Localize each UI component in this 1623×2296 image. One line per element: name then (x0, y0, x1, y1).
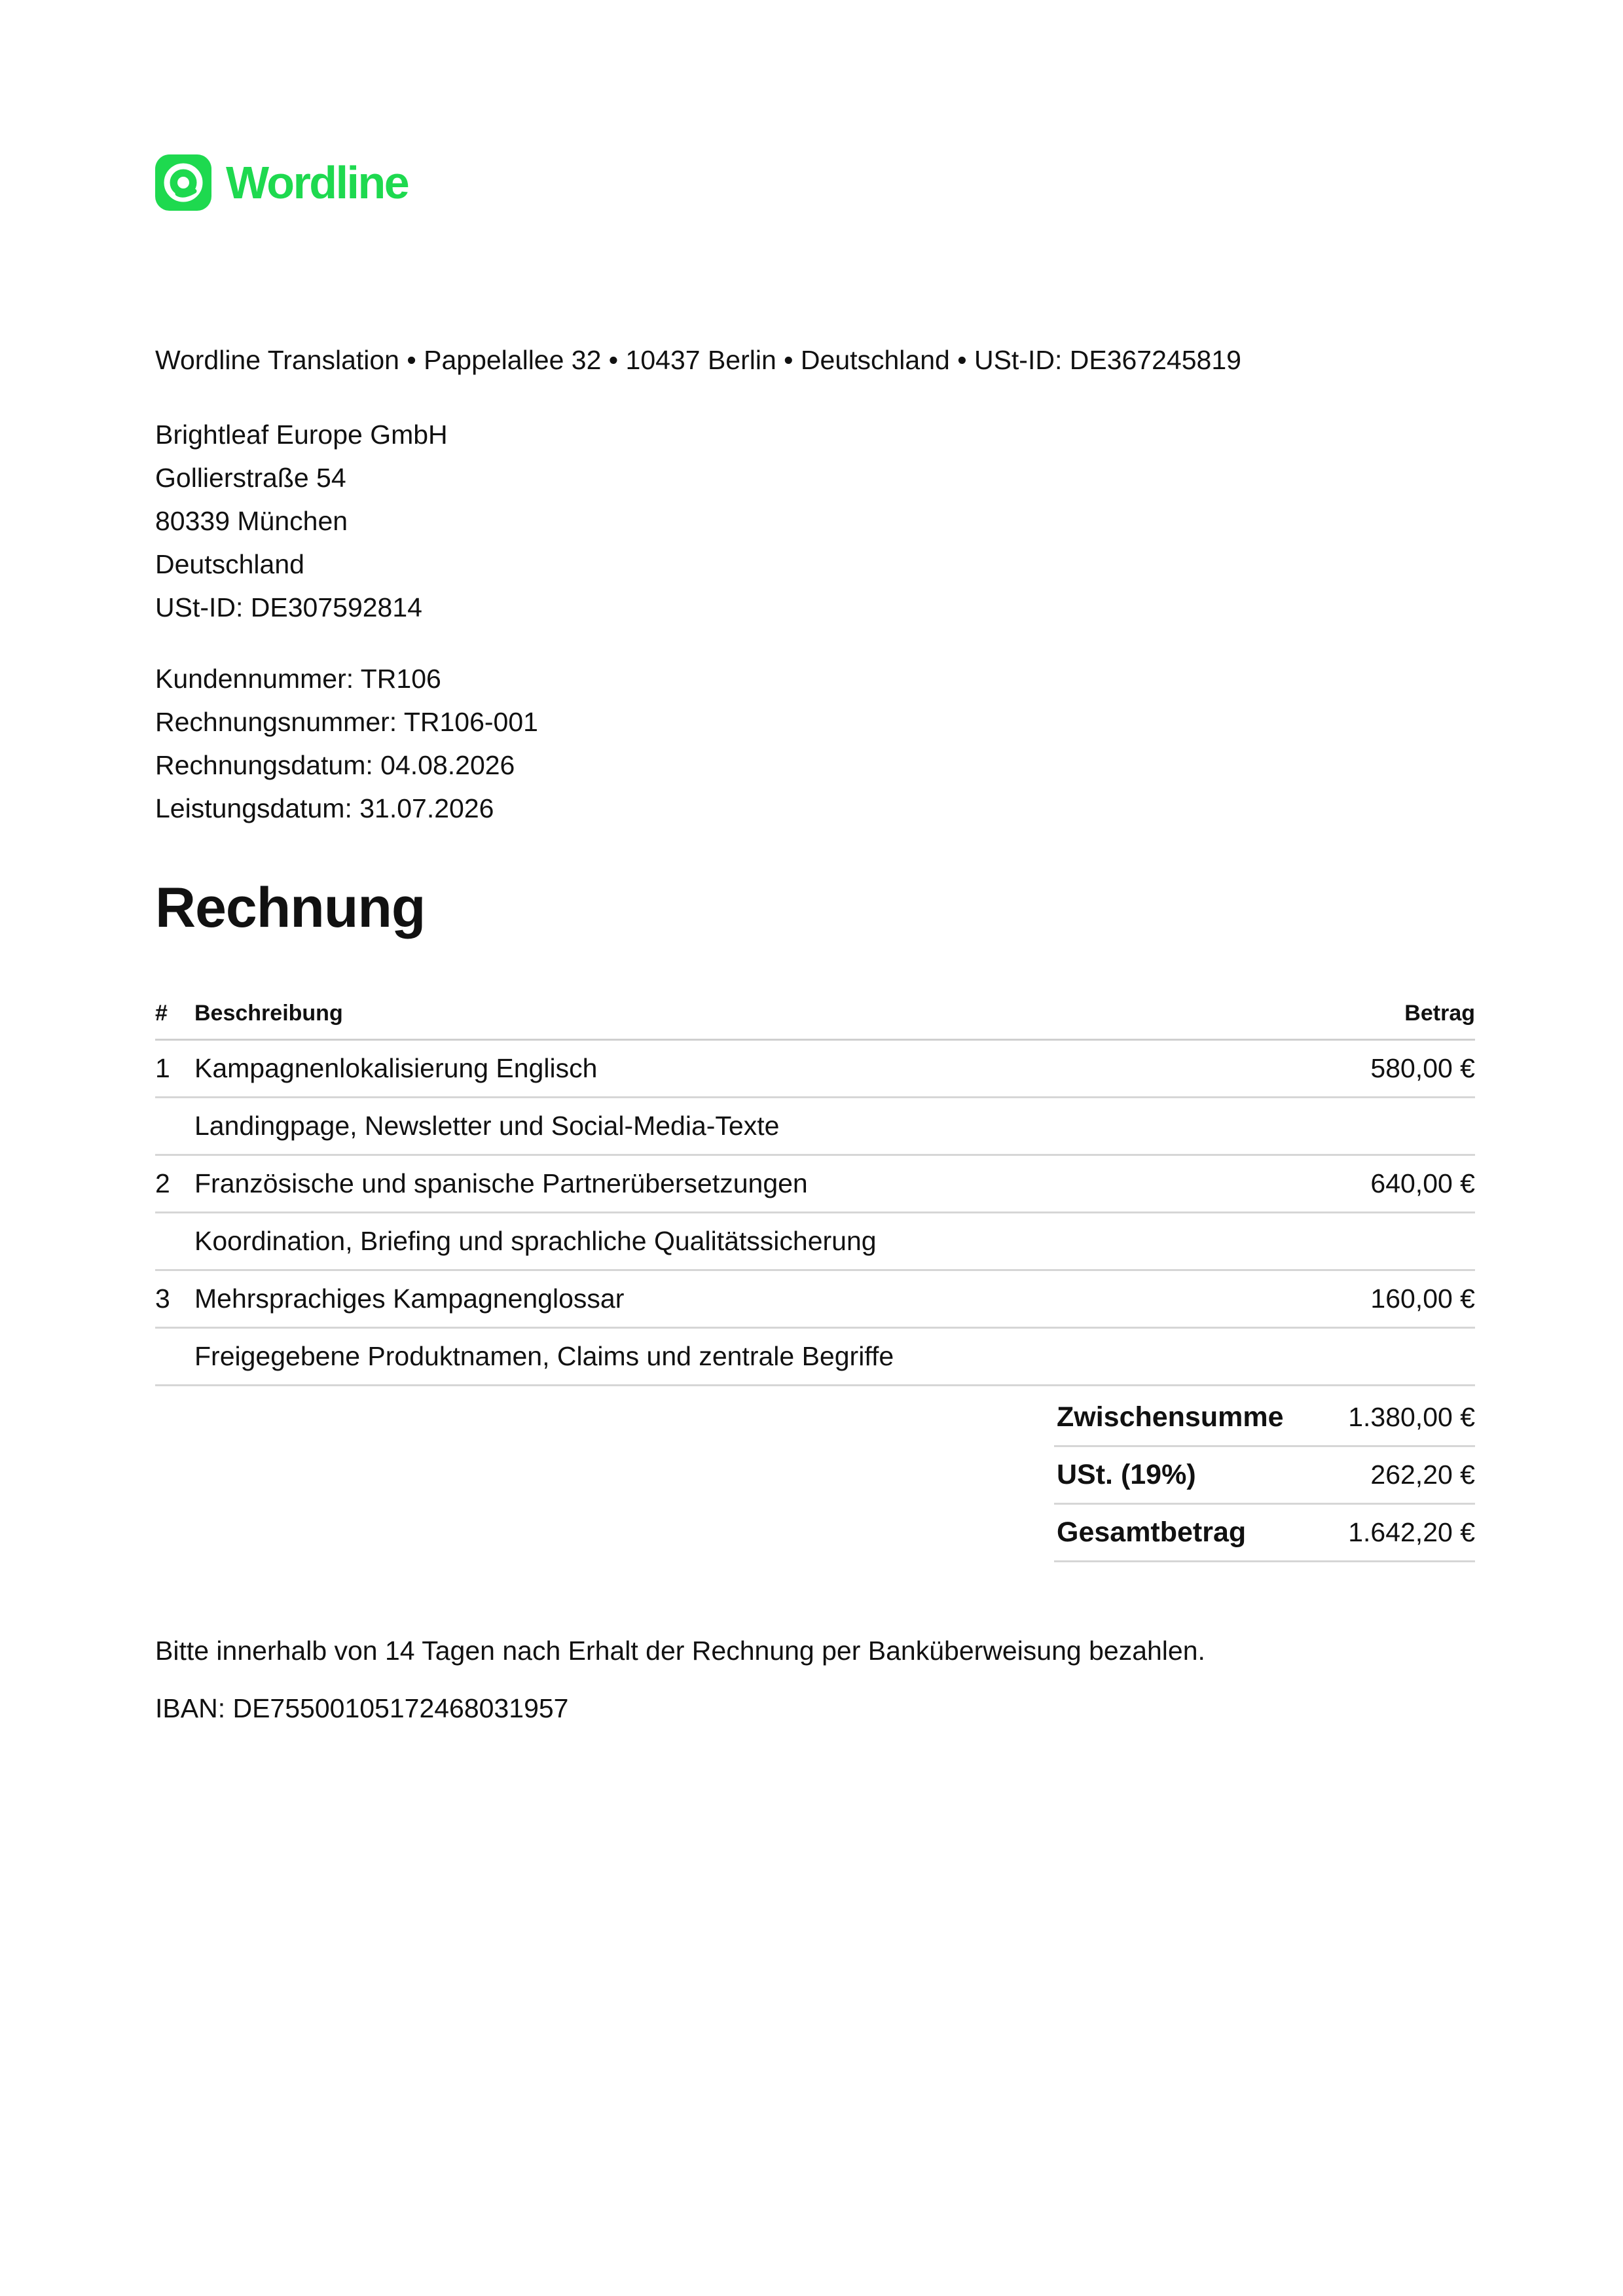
row-num: 2 (155, 1168, 170, 1198)
row-amount: 640,00 € (1370, 1168, 1475, 1198)
header-description: Beschreibung (194, 1001, 343, 1026)
table-row (155, 1098, 1475, 1156)
vat-value: 262,20 € (1370, 1460, 1475, 1490)
row-num: 1 (155, 1053, 170, 1083)
sender-address: Wordline Translation • Pappelallee 32 • 10437 Berlin • Deutschland • USt-ID: DE367245819 (155, 345, 1241, 375)
payment-terms: Bitte innerhalb von 14 Tagen nach Erhalt der Rechnung per Banküberweisung bezahlen. (155, 1636, 1205, 1666)
row-description: Landingpage, Newsletter und Social-Media-Texte (194, 1111, 780, 1141)
customer-number: Kundennummer: TR106 (155, 664, 441, 694)
table-row (155, 1213, 1475, 1271)
total-label: Gesamtbetrag (1057, 1516, 1247, 1548)
table-row (155, 1329, 1475, 1386)
wordline-logo-icon (155, 154, 211, 211)
recipient-address (155, 413, 448, 629)
invoice-number: Rechnungsnummer: TR106-001 (155, 707, 538, 737)
subtotal-value: 1.380,00 € (1348, 1402, 1475, 1432)
row-description: Kampagnenlokalisierung Englisch (194, 1053, 598, 1083)
invoice-date: Rechnungsdatum: 04.08.2026 (155, 750, 515, 780)
row-num: 3 (155, 1283, 170, 1314)
table-row (155, 1041, 1475, 1098)
row-description: Freigegebene Produktnamen, Claims und zentrale Begriffe (194, 1341, 894, 1371)
table-header (155, 988, 1475, 1041)
iban: IBAN: DE75500105172468031957 (155, 1693, 569, 1723)
service-date: Leistungsdatum: 31.07.2026 (155, 793, 494, 823)
totals-block (1054, 1390, 1475, 1562)
payment-notes (155, 1622, 1205, 1737)
total-row (1054, 1505, 1475, 1562)
header-amount: Betrag (1404, 1001, 1475, 1026)
recipient-street: Gollierstraße 54 (155, 463, 346, 493)
row-description: Mehrsprachiges Kampagnenglossar (194, 1283, 625, 1314)
subtotal-label: Zwischensumme (1057, 1401, 1284, 1433)
vat-row (1054, 1447, 1475, 1505)
items-table (155, 988, 1475, 1386)
vat-label: USt. (19%) (1057, 1459, 1196, 1490)
total-value: 1.642,20 € (1348, 1517, 1475, 1547)
row-description: Französische und spanische Partnerübersetzungen (194, 1168, 808, 1198)
table-row (155, 1271, 1475, 1329)
page-title: Rechnung (155, 876, 426, 939)
row-description: Koordination, Briefing und sprachliche Qualitätssicherung (194, 1226, 877, 1256)
invoice-meta (155, 657, 538, 830)
recipient-company: Brightleaf Europe GmbH (155, 420, 448, 450)
table-row (155, 1156, 1475, 1213)
row-amount: 580,00 € (1370, 1053, 1475, 1083)
header-num: # (155, 1001, 168, 1026)
row-amount: 160,00 € (1370, 1283, 1475, 1314)
recipient-country: Deutschland (155, 549, 304, 579)
recipient-city: 80339 München (155, 506, 348, 536)
subtotal-row (1054, 1390, 1475, 1447)
brand-name: Wordline (226, 157, 409, 208)
company-logo (155, 154, 408, 211)
recipient-vat-id: USt-ID: DE307592814 (155, 592, 422, 622)
